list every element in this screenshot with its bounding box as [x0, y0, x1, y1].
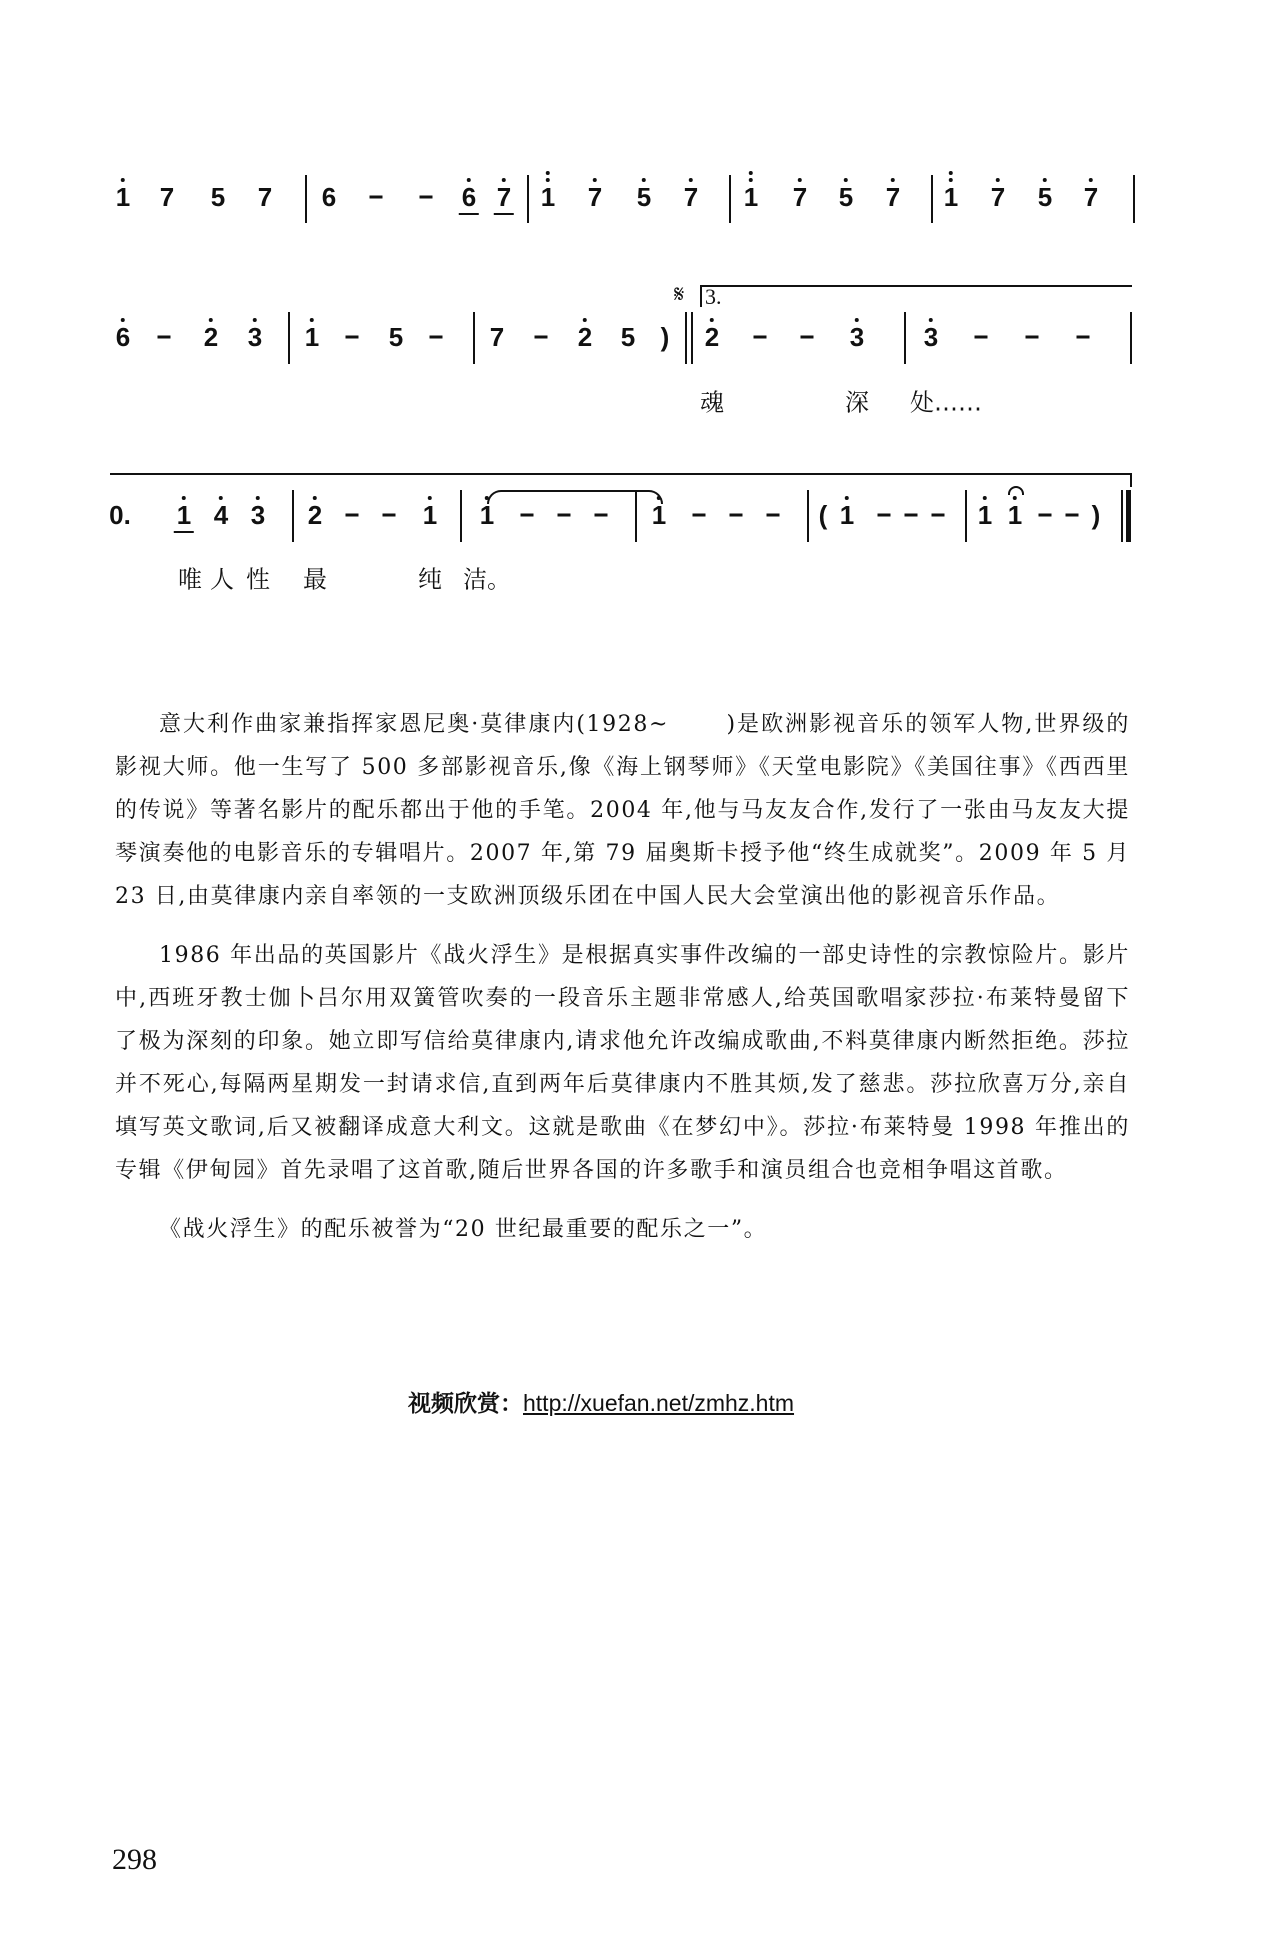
sustain-dash: [730, 514, 743, 517]
note: 7: [1084, 182, 1098, 212]
note: 2: [308, 500, 322, 530]
octave-dot: [313, 496, 317, 500]
lyric: 人: [210, 565, 234, 594]
note: 1: [1008, 500, 1022, 530]
note: 7: [159, 182, 175, 212]
video-link[interactable]: http://xuefan.net/zmhz.htm: [523, 1390, 795, 1416]
sustain-dash: [932, 514, 945, 517]
octave-dot: [428, 496, 432, 500]
lyric: 深: [845, 388, 869, 417]
lyric: 处……: [910, 388, 982, 417]
paragraph-2: 1986 年出品的英国影片《战火浮生》是根据真实事件改编的一部史诗性的宗教惊险片。影片中,西班牙教士伽卜吕尔用双簧管吹奏的一段音乐主题非常感人,给英国歌唱家莎拉·布莱特曼留下了极为深刻的印象。她立即写信给莫律康内,请求他允许改编成歌曲,不料莫律康内断然拒绝。莎拉并不死心,每隔两星期发一封请求信,直到两年后莫律康内不胜其烦,发了慈悲。莎拉欣喜万分,亲自填写英文歌词,后又被翻译成意大利文。这就是歌曲《在梦幻中》。莎拉·布莱特曼 1998 年推出的专辑《伊甸园》首先录唱了这首歌,随后世界各国的许多歌手和演员组合也竞相争唱这首歌。: [115, 943, 1130, 1183]
note: ): [660, 322, 670, 352]
octave-dot: [256, 496, 260, 500]
segno-icon: 𝄋: [674, 280, 685, 308]
note: 7: [991, 182, 1005, 212]
sustain-dash: [521, 514, 534, 517]
lyric: 最: [303, 565, 327, 594]
paragraph-1: 意大利作曲家兼指挥家恩尼奥·莫律康内(1928~ )是欧洲影视音乐的领军人物,世界级的影视大师。他一生写了 500 多部影视音乐,像《海上钢琴师》《天堂电影院》《美国往事》《西西里的传说》等著名影片的配乐都出于他的手笔。2004 年,他与马友友合作,发行了一张由马友友大提琴演奏他的电影音乐的专辑唱片。2007 年,第 79 届奥斯卡授予他“终生成就奖”。2009 年 5 月 23 日,由莫律康内亲自率领的一支欧洲顶级乐团在中国人民大会堂演出他的影视音乐作品。: [115, 712, 1130, 909]
note: ): [1091, 500, 1101, 530]
octave-dot: [219, 496, 223, 500]
note: 1: [978, 500, 992, 530]
score-line-3: [0, 0, 1272, 620]
note: 5: [637, 182, 651, 212]
note: 6: [462, 182, 476, 212]
note: 5: [210, 182, 226, 212]
note: 3: [248, 322, 262, 352]
octave-dot: [983, 496, 987, 500]
bar-line: [635, 490, 637, 542]
video-label: 视频欣赏：: [408, 1391, 523, 1417]
note: 1: [840, 500, 854, 530]
volta-label: 3.: [705, 284, 722, 309]
coda-bracket-tick: [1130, 473, 1132, 487]
lyric: 魂: [700, 388, 724, 417]
note: 2: [204, 322, 218, 352]
article: [115, 703, 1130, 1251]
note: 1: [423, 500, 437, 530]
note: 7: [257, 182, 273, 212]
sustain-dash: [383, 514, 396, 517]
note: 7: [684, 182, 698, 212]
note: 6: [116, 322, 130, 352]
fermata-icon: [1008, 486, 1024, 495]
sustain-dash: [767, 514, 780, 517]
note: 7: [886, 182, 900, 212]
note: 3: [924, 322, 938, 352]
bar-line: [807, 490, 809, 542]
paragraph-3: 《战火浮生》的配乐被誉为“20 世纪最重要的配乐之一”。: [159, 1217, 768, 1242]
sustain-dash: [693, 514, 706, 517]
coda-bracket-line: [110, 473, 1132, 475]
note: 0.: [109, 500, 131, 530]
octave-dot: [1013, 496, 1017, 500]
bar-line: [460, 490, 462, 542]
sustain-dash: [1066, 514, 1079, 517]
note: 6: [321, 182, 337, 212]
note: 3: [850, 322, 864, 352]
note: 5: [388, 322, 404, 352]
beam-underline: [174, 531, 194, 533]
sustain-dash: [905, 514, 918, 517]
bar-line: [292, 490, 294, 542]
note: 7: [588, 182, 602, 212]
note: 1: [744, 182, 758, 212]
sustain-dash: [878, 514, 891, 517]
page-number: 298: [112, 1843, 157, 1876]
sustain-dash: [1039, 514, 1052, 517]
note: 3: [251, 500, 265, 530]
final-bar-thin: [1121, 490, 1123, 542]
sustain-dash: [346, 514, 359, 517]
note: 1: [944, 182, 958, 212]
note: 1: [305, 322, 319, 352]
lyric: 纯: [418, 565, 442, 594]
octave-dot: [182, 496, 186, 500]
note: 5: [620, 322, 636, 352]
note: 5: [839, 182, 853, 212]
octave-dot: [485, 496, 489, 500]
note: 7: [497, 182, 511, 212]
note: 7: [793, 182, 807, 212]
note: 4: [214, 500, 228, 530]
note: 1: [541, 182, 555, 212]
sustain-dash: [595, 514, 608, 517]
final-bar-thick: [1126, 490, 1131, 542]
bar-line: [965, 490, 967, 542]
lyric: 性: [246, 565, 270, 594]
lyric: 洁。: [463, 565, 511, 594]
note: 2: [705, 322, 719, 352]
note: 1: [177, 500, 191, 530]
note: 1: [116, 182, 130, 212]
note: 2: [578, 322, 592, 352]
note: (: [818, 500, 828, 530]
note: 7: [489, 322, 505, 352]
video-link-line: [408, 1385, 794, 1418]
note: 5: [1038, 182, 1052, 212]
octave-dot: [657, 496, 661, 500]
sustain-dash: [558, 514, 571, 517]
note: 1: [652, 500, 666, 530]
note: 1: [480, 500, 494, 530]
octave-dot: [845, 496, 849, 500]
lyric: 唯: [178, 565, 202, 594]
